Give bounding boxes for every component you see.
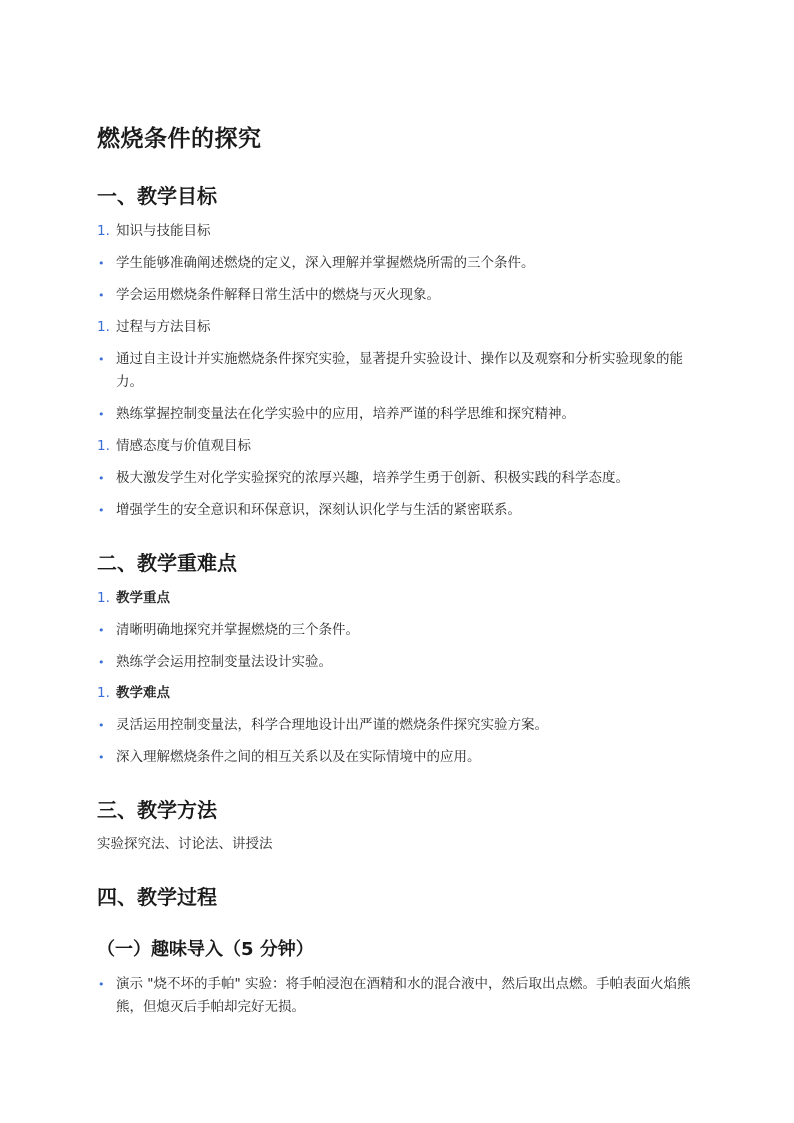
list-item-text: 熟练学会运用控制变量法设计实验。: [116, 654, 332, 670]
list-item-text: 增强学生的安全意识和环保意识，深刻认识化学与生活的紧密联系。: [116, 502, 521, 518]
bullet-icon: •: [98, 408, 105, 421]
bullet-item: [97, 284, 697, 307]
section-heading-key-points: 二、教学重难点: [97, 551, 237, 575]
list-item-text: 极大激发学生对化学实验探究的浓厚兴趣，培养学生勇于创新、积极实践的科学态度。: [116, 470, 629, 486]
list-item-text: 深入理解燃烧条件之间的相互关系以及在实际情境中的应用。: [116, 749, 481, 765]
bullet-icon: •: [98, 751, 105, 764]
list-item-text: 熟练掌握控制变量法在化学实验中的应用，培养严谨的科学思维和探究精神。: [116, 406, 575, 422]
bullet-icon: •: [98, 504, 105, 517]
bullet-icon: •: [98, 656, 105, 669]
list-item-text: 灵活运用控制变量法，科学合理地设计出严谨的燃烧条件探究实验方案。: [116, 717, 548, 733]
list-item-label: 情感态度与价值观目标: [116, 438, 251, 454]
section-heading-methods: 三、教学方法: [97, 798, 217, 822]
bullet-icon: •: [98, 472, 105, 485]
bullet-icon: •: [98, 289, 105, 302]
bullet-item: [97, 746, 697, 769]
page-title: 燃烧条件的探究: [97, 126, 262, 152]
list-number: 1.: [97, 223, 110, 239]
numbered-item: [97, 587, 697, 610]
bullet-item: [97, 651, 697, 674]
bullet-item: [97, 619, 697, 642]
list-item-text: 学会运用燃烧条件解释日常生活中的燃烧与灭火现象。: [116, 287, 440, 303]
list-number: 1.: [97, 590, 110, 606]
numbered-item: [97, 220, 697, 243]
list-number: 1.: [97, 685, 110, 701]
bullet-item: [97, 252, 697, 275]
list-number: 1.: [97, 438, 110, 454]
methods-text: 实验探究法、讨论法、讲授法: [97, 836, 273, 852]
list-item-label: 教学难点: [116, 685, 170, 701]
bullet-icon: •: [98, 978, 105, 991]
bullet-item: [97, 348, 697, 394]
list-item-text: 通过自主设计并实施燃烧条件探究实验，显著提升实验设计、操作以及观察和分析实验现象的能力。: [116, 351, 683, 390]
bullet-icon: •: [98, 257, 105, 270]
list-item-text: 演示 "烧不坏的手帕" 实验：将手帕浸泡在酒精和水的混合液中，然后取出点燃。手帕表面火焰熊熊，但熄灭后手帕却完好无损。: [116, 976, 691, 1015]
list-number: 1.: [97, 319, 110, 335]
bullet-item: [97, 499, 697, 522]
section-heading-process: 四、教学过程: [97, 885, 217, 909]
list-item-label: 过程与方法目标: [116, 319, 211, 335]
bullet-item: [97, 467, 697, 490]
numbered-item: [97, 682, 697, 705]
section-heading-objectives: 一、教学目标: [97, 184, 217, 208]
list-item-text: 学生能够准确阐述燃烧的定义，深入理解并掌握燃烧所需的三个条件。: [116, 255, 535, 271]
list-item-label: 知识与技能目标: [116, 223, 211, 239]
bullet-item: [97, 973, 697, 1019]
bullet-icon: •: [98, 353, 105, 366]
list-item-label: 教学重点: [116, 590, 170, 606]
numbered-item: [97, 435, 697, 458]
subsection-heading-intro: （一）趣味导入（5 分钟）: [97, 939, 314, 960]
bullet-item: [97, 714, 697, 737]
bullet-icon: •: [98, 719, 105, 732]
list-item-text: 清晰明确地探究并掌握燃烧的三个条件。: [116, 622, 359, 638]
numbered-item: [97, 316, 697, 339]
bullet-icon: •: [98, 624, 105, 637]
bullet-item: [97, 403, 697, 426]
